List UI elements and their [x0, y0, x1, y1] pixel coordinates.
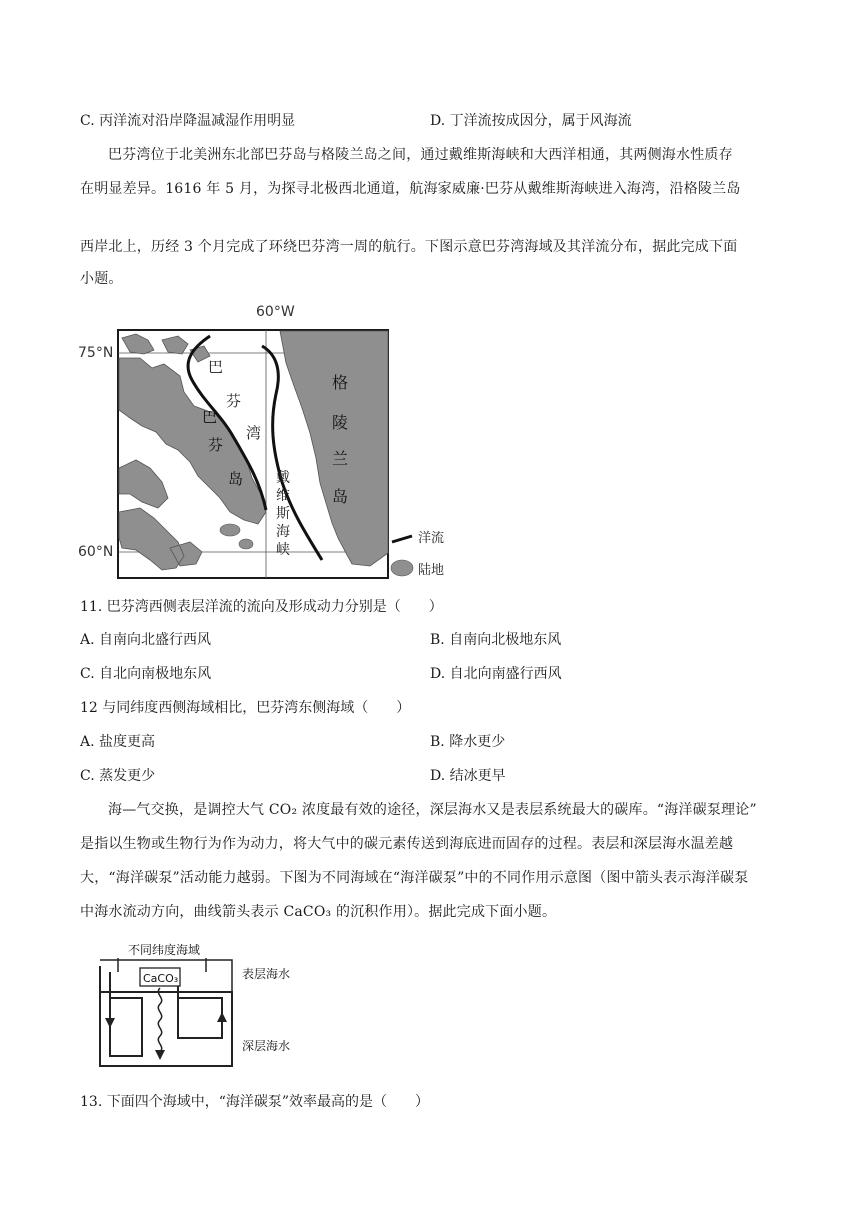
passage1-line2: 在明显差异。1616 年 5 月，为探寻北极西北通道，航海家威廉·巴芬从戴维斯海峡进入海湾，沿格陵兰岛: [80, 181, 741, 197]
q12-option-c: C. 蒸发更少: [80, 768, 156, 784]
q11-option-a: A. 自南向北盛行西风: [80, 632, 212, 648]
q12-option-b: B. 降水更少: [430, 734, 506, 750]
q11-option-d: D. 自北向南盛行西风: [430, 666, 562, 682]
legend-land-label: 陆地: [418, 563, 445, 578]
passage2-line4: 中海水流动方向，曲线箭头表示 CaCO₃ 的沉积作用）。据此完成下面小题。: [80, 904, 557, 920]
caco3-label: CaCO₃: [143, 972, 179, 985]
strait-char-5: 峡: [276, 542, 290, 558]
passage1-line4: 小题。: [80, 271, 123, 287]
q13-stem: 13. 下面四个海域中，“海洋碳泵”效率最高的是（ ）: [80, 1094, 430, 1110]
island-char-3: 岛: [228, 470, 244, 488]
island-small-2: [239, 539, 253, 549]
strait-char-3: 斯: [276, 506, 290, 522]
flow-arrow-right: [217, 1012, 227, 1022]
strait-char-2: 维: [276, 488, 290, 504]
q10-option-d: D. 丁洋流按成因分，属于风海流: [430, 113, 632, 129]
greenland-char-3: 兰: [332, 449, 349, 468]
legend-current-symbol: [392, 536, 412, 542]
q12-option-d: D. 结冰更早: [430, 768, 506, 784]
map-lon-label: 60°W: [256, 304, 295, 320]
map-lat-top: 75°N: [78, 345, 114, 361]
island-small-1: [220, 524, 240, 536]
strait-char-4: 海: [276, 524, 290, 540]
passage2-line3: 大，“海洋碳泵”活动能力越弱。下图为不同海域在“海洋碳泵”中的不同作用示意图（图中箭头表示海洋碳泵: [80, 870, 749, 886]
left-inner-loop: [110, 972, 142, 1056]
bay-char-2: 芬: [226, 392, 242, 410]
island-char-2: 芬: [208, 436, 224, 454]
greenland-char-4: 岛: [332, 487, 349, 506]
passage1-line3: 西岸北上，历经 3 个月完成了环绕巴芬湾一周的航行。下图示意巴芬湾海域及其洋流分布，据此完成下面: [80, 239, 738, 255]
island-char-1: 巴: [202, 408, 218, 426]
passage1-line1: 巴芬湾位于北美洲东北部巴芬岛与格陵兰岛之间，通过戴维斯海峡和大西洋相通，其两侧海水性质存: [108, 147, 733, 163]
passage2-line1: 海—气交换，是调控大气 CO₂ 浓度最有效的途径，深层海水又是表层系统最大的碳库。“海洋碳泵理论”: [108, 802, 757, 818]
sediment-arrow-head: [155, 1050, 165, 1060]
carbon-pump-diagram: [90, 938, 330, 1078]
baffin-bay-map: [70, 298, 470, 588]
diagram-surface-label: 表层海水: [242, 967, 291, 981]
sediment-wavy-arrow: [158, 988, 161, 1052]
q10-option-c: C. 丙洋流对沿岸降温减湿作用明显: [80, 113, 296, 129]
bay-char-1: 巴: [208, 358, 224, 376]
passage2-line2: 是指以生物或生物行为作为动力，将大气中的碳元素传送到海底进而固存的过程。表层和深层海水温差越: [80, 836, 734, 852]
flow-arrow-left: [105, 1018, 115, 1028]
diagram-top-label: 不同纬度海域: [128, 943, 201, 957]
q12-option-a: A. 盐度更高: [80, 734, 156, 750]
q11-stem: 11. 巴芬湾西侧表层洋流的流向及形成动力分别是（ ）: [80, 599, 443, 615]
q11-option-c: C. 自北向南极地东风: [80, 666, 212, 682]
greenland-char-2: 陵: [332, 413, 349, 432]
q11-option-b: B. 自南向北极地东风: [430, 632, 562, 648]
strait-char-1: 戴: [276, 470, 290, 486]
q12-stem: 12 与同纬度西侧海域相比，巴芬湾东侧海域（ ）: [80, 700, 411, 716]
right-inner-loop: [178, 972, 222, 1038]
greenland-char-1: 格: [332, 373, 349, 392]
diagram-deep-label: 深层海水: [242, 1039, 291, 1053]
map-lat-bottom: 60°N: [78, 544, 114, 560]
legend-current-label: 洋流: [418, 531, 445, 546]
legend-land-symbol: [391, 560, 413, 576]
bay-char-3: 湾: [246, 424, 262, 442]
